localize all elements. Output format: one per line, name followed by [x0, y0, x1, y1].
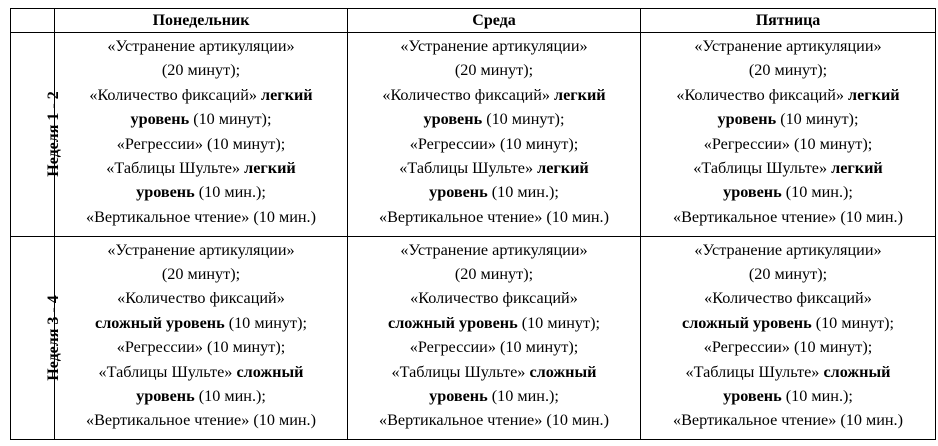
cell-line: [348, 360, 640, 384]
column-header-monday: Понедельник: [55, 9, 348, 33]
schedule-cell: [641, 33, 936, 237]
column-header-friday: Пятница: [641, 9, 936, 33]
cell-line: [348, 286, 640, 310]
schedule-cell: [348, 33, 641, 237]
bold-text: уровень: [136, 386, 195, 405]
cell-line: [55, 132, 347, 156]
cell-line: [55, 286, 347, 310]
cell-text: «Таблицы Шульте»: [693, 159, 832, 178]
cell-line: [641, 408, 935, 432]
cell-line: [348, 58, 640, 82]
cell-line: [348, 262, 640, 286]
cell-line: [348, 107, 640, 131]
cell-text: «Таблицы Шульте»: [106, 159, 245, 178]
cell-line: [641, 384, 935, 408]
bold-text: сложный уровень: [95, 313, 225, 332]
bold-text: уровень: [717, 110, 777, 129]
cell-line: [641, 83, 935, 107]
week-row: [11, 33, 936, 237]
cell-text: «Устранение артикуляции»: [400, 240, 588, 259]
cell-text: «Регрессии» (10 минут);: [409, 134, 579, 153]
cell-line: [641, 262, 935, 286]
cell-text: (20 минут);: [454, 264, 534, 283]
bold-text: сложный: [529, 362, 597, 381]
cell-text: (10 минут);: [811, 313, 894, 332]
cell-line: [348, 34, 640, 58]
cell-text: (10 минут);: [517, 313, 600, 332]
schedule-cell: [641, 236, 936, 440]
bold-text: легкий: [244, 159, 296, 178]
schedule-cell: [55, 236, 348, 440]
bold-text: уровень: [429, 386, 488, 405]
cell-line: [641, 238, 935, 262]
cell-text: «Таблицы Шульте»: [685, 362, 824, 381]
cell-text: «Устранение артикуляции»: [107, 240, 295, 259]
cell-text: «Вертикальное чтение» (10 мин.): [673, 411, 903, 430]
cell-line: [55, 180, 347, 204]
cell-text: (20 минут);: [161, 264, 241, 283]
cell-line: [641, 156, 935, 180]
cell-text: «Количество фиксаций»: [117, 289, 285, 308]
bold-text: уровень: [723, 386, 782, 405]
cell-text: (10 минут);: [482, 110, 565, 129]
cell-line: [348, 408, 640, 432]
cell-line: [641, 311, 935, 335]
cell-text: «Количество фиксаций»: [676, 85, 849, 104]
header-row: [11, 9, 936, 33]
cell-text: (10 мин.);: [487, 183, 559, 202]
cell-text: «Регрессии» (10 минут);: [116, 134, 286, 153]
cell-line: [348, 311, 640, 335]
cell-text: «Таблицы Шульте»: [98, 362, 237, 381]
cell-text: «Регрессии» (10 минут);: [409, 338, 579, 357]
bold-text: сложный уровень: [388, 313, 518, 332]
cell-line: [55, 384, 347, 408]
bold-text: легкий: [537, 159, 589, 178]
bold-text: уровень: [136, 183, 195, 202]
bold-text: легкий: [848, 85, 900, 104]
bold-text: сложный уровень: [682, 313, 812, 332]
cell-line: [641, 34, 935, 58]
bold-text: уровень: [423, 110, 483, 129]
column-header-wednesday: Среда: [348, 9, 641, 33]
cell-line: [55, 34, 347, 58]
cell-text: «Регрессии» (10 минут);: [116, 338, 286, 357]
cell-line: [55, 205, 347, 229]
cell-text: «Вертикальное чтение» (10 мин.): [379, 207, 609, 226]
bold-text: легкий: [831, 159, 883, 178]
cell-text: «Устранение артикуляции»: [694, 37, 882, 55]
schedule-cell: [55, 33, 348, 237]
cell-text: (20 минут);: [748, 264, 828, 283]
cell-text: (10 мин.);: [194, 386, 266, 405]
cell-text: (10 мин.);: [194, 183, 266, 202]
cell-text: «Вертикальное чтение» (10 мин.): [86, 411, 316, 430]
cell-line: [348, 384, 640, 408]
cell-line: [348, 205, 640, 229]
cell-line: [55, 335, 347, 359]
cell-line: [55, 156, 347, 180]
cell-line: [55, 360, 347, 384]
week-label-cell: [11, 236, 62, 440]
bold-text: сложный: [823, 362, 891, 381]
cell-text: (10 минут);: [224, 313, 307, 332]
cell-text: «Вертикальное чтение» (10 мин.): [673, 207, 903, 226]
bold-text: уровень: [429, 183, 488, 202]
cell-text: (10 минут);: [189, 110, 272, 129]
cell-text: «Количество фиксаций»: [410, 289, 578, 308]
cell-line: [641, 286, 935, 310]
cell-text: (10 мин.);: [781, 386, 853, 405]
cell-line: [641, 205, 935, 229]
cell-text: (20 минут);: [161, 61, 241, 80]
cell-line: [55, 107, 347, 131]
week-label-cell: [11, 33, 62, 237]
cell-text: «Количество фиксаций»: [704, 289, 872, 308]
cell-text: «Устранение артикуляции»: [694, 240, 882, 259]
cell-text: «Вертикальное чтение» (10 мин.): [379, 411, 609, 430]
cell-text: «Количество фиксаций»: [89, 85, 262, 104]
cell-line: [55, 311, 347, 335]
cell-text: (20 минут);: [454, 61, 534, 80]
cell-text: «Количество фиксаций»: [382, 85, 555, 104]
cell-text: (10 мин.);: [781, 183, 853, 202]
cell-text: (20 минут);: [748, 61, 828, 80]
schedule-cell: [348, 236, 641, 440]
schedule-table: [10, 8, 936, 440]
week-row: [11, 236, 936, 440]
cell-line: [55, 83, 347, 107]
cell-line: [348, 156, 640, 180]
cell-line: [55, 58, 347, 82]
cell-text: «Таблицы Шульте»: [399, 159, 538, 178]
cell-line: [641, 132, 935, 156]
week-label: Неделя 3 - 4: [44, 295, 62, 381]
bold-text: легкий: [261, 85, 313, 104]
cell-line: [348, 83, 640, 107]
cell-line: [641, 107, 935, 131]
cell-line: [641, 335, 935, 359]
bold-text: сложный: [236, 362, 304, 381]
cell-text: «Таблицы Шульте»: [391, 362, 530, 381]
cell-text: «Вертикальное чтение» (10 мин.): [86, 207, 316, 226]
cell-text: «Устранение артикуляции»: [400, 37, 588, 55]
cell-line: [348, 238, 640, 262]
cell-line: [641, 58, 935, 82]
cell-text: (10 минут);: [776, 110, 859, 129]
cell-line: [55, 238, 347, 262]
cell-text: «Регрессии» (10 минут);: [703, 134, 873, 153]
cell-line: [348, 335, 640, 359]
cell-line: [55, 408, 347, 432]
bold-text: уровень: [723, 183, 782, 202]
cell-line: [348, 132, 640, 156]
cell-text: «Регрессии» (10 минут);: [703, 338, 873, 357]
cell-text: «Устранение артикуляции»: [107, 37, 295, 55]
bold-text: уровень: [130, 110, 190, 129]
cell-line: [348, 180, 640, 204]
cell-line: [641, 360, 935, 384]
cell-text: (10 мин.);: [487, 386, 559, 405]
cell-line: [55, 262, 347, 286]
corner-cell: [11, 9, 55, 33]
bold-text: легкий: [554, 85, 606, 104]
week-label: Неделя 1 - 2: [44, 91, 62, 177]
cell-line: [641, 180, 935, 204]
